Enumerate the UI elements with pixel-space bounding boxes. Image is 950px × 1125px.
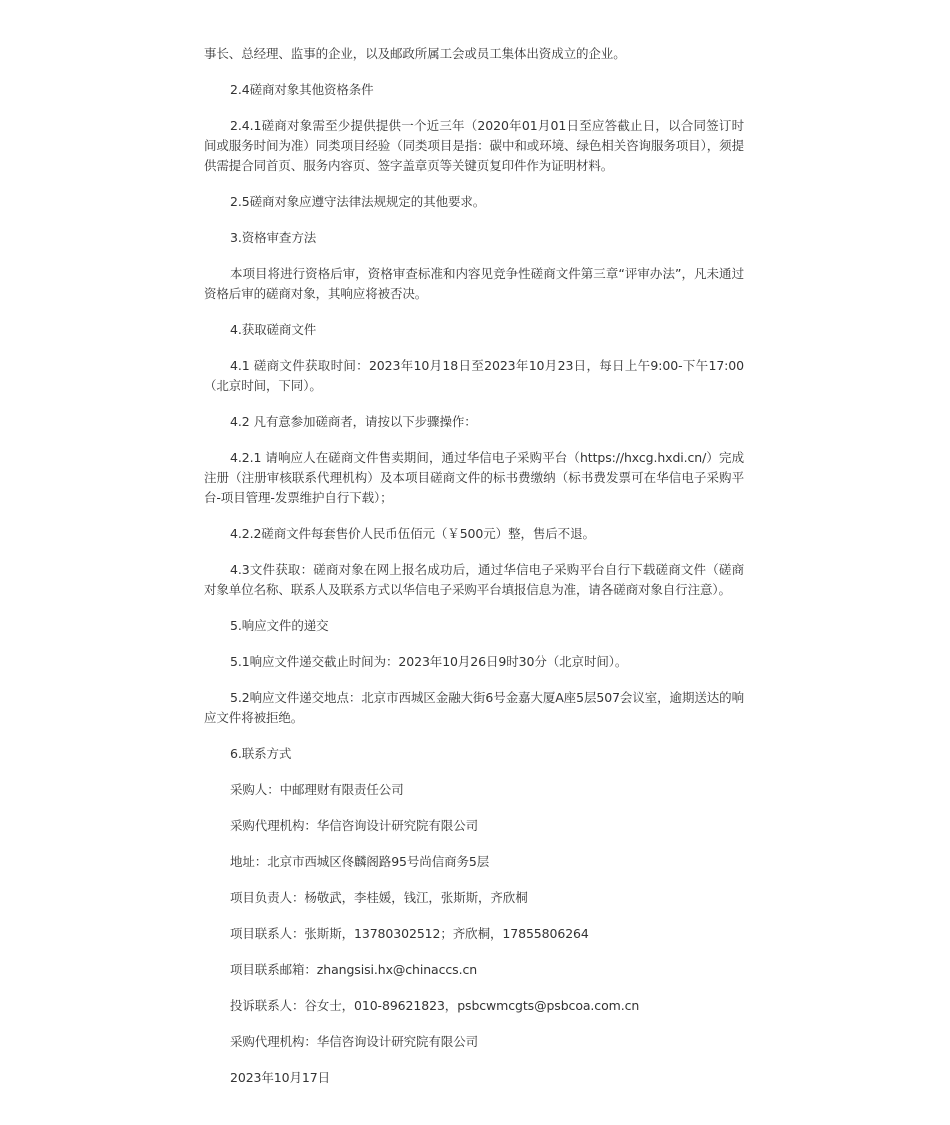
document-body [204, 44, 744, 1104]
paragraph-4-3: 4.3文件获取：磋商对象在网上报名成功后，通过华信电子采购平台自行下载磋商文件（磋商对象单位名称、联系人及联系方式以华信电子采购平台填报信息为准，请各磋商对象自行注意）。 [204, 562, 744, 597]
paragraph-3: 本项目将进行资格后审，资格审查标准和内容见竞争性磋商文件第三章“评审办法”，凡未通过资格后审的磋商对象，其响应将被否决。 [204, 266, 744, 301]
contact-project-leads: 项目负责人：杨敬武，李桂媛，钱江，张斯斯，齐欣桐 [230, 890, 528, 905]
document-date: 2023年10月17日 [230, 1070, 331, 1085]
contact-agency: 采购代理机构：华信咨询设计研究院有限公司 [230, 818, 479, 833]
contact-agency-signoff: 采购代理机构：华信咨询设计研究院有限公司 [230, 1034, 479, 1049]
section-heading-3: 3.资格审查方法 [230, 230, 317, 245]
section-heading-6: 6.联系方式 [230, 746, 292, 761]
contact-email: 项目联系邮箱：zhangsisi.hx@chinaccs.cn [230, 962, 478, 977]
section-heading-4: 4.获取磋商文件 [230, 322, 317, 337]
paragraph-4-2-2: 4.2.2磋商文件每套售价人民币伍佰元（￥500元）整，售后不退。 [230, 526, 595, 541]
contact-address: 地址：北京市西城区佟麟阁路95号尚信商务5层 [230, 854, 490, 869]
paragraph-2-4-1: 2.4.1磋商对象需至少提供提供一个近三年（2020年01月01日至应答截止日，以合同签订时间或服务时间为准）同类项目经验（同类项目是指：碳中和或环境、绿色相关咨询服务项目），须提供需提合同首页、服务内容页、签字盖章页等关键页复印件作为证明材料。 [204, 118, 744, 173]
section-heading-2-4: 2.4磋商对象其他资格条件 [230, 82, 374, 97]
section-heading-5: 5.响应文件的递交 [230, 618, 329, 633]
paragraph-4-1: 4.1 磋商文件获取时间：2023年10月18日至2023年10月23日，每日上午9:00-下午17:00（北京时间，下同）。 [204, 358, 744, 393]
paragraph-5-1: 5.1响应文件递交截止时间为：2023年10月26日9时30分（北京时间）。 [230, 654, 628, 669]
paragraph-continuation: 事长、总经理、监事的企业，以及邮政所属工会或员工集体出资成立的企业。 [204, 46, 626, 61]
contact-complaint: 投诉联系人：谷女士，010-89621823，psbcwmcgts@psbcoa.com.cn [230, 998, 640, 1013]
contact-project-contacts: 项目联系人：张斯斯，13780302512；齐欣桐，17855806264 [230, 926, 589, 941]
paragraph-5-2: 5.2响应文件递交地点：北京市西城区金融大街6号金嘉大厦A座5层507会议室，逾期送达的响应文件将被拒绝。 [204, 690, 744, 725]
paragraph-4-2-1: 4.2.1 请响应人在磋商文件售卖期间，通过华信电子采购平台（https://hxcg.hxdi.cn/）完成注册（注册审核联系代理机构）及本项目磋商文件的标书费缴纳（标书费发票可在华信电子采购平台-项目管理-发票维护自行下载）； [204, 450, 744, 505]
paragraph-2-5: 2.5磋商对象应遵守法律法规规定的其他要求。 [230, 194, 486, 209]
paragraph-4-2: 4.2 凡有意参加磋商者，请按以下步骤操作： [230, 414, 477, 429]
contact-purchaser: 采购人：中邮理财有限责任公司 [230, 782, 404, 797]
